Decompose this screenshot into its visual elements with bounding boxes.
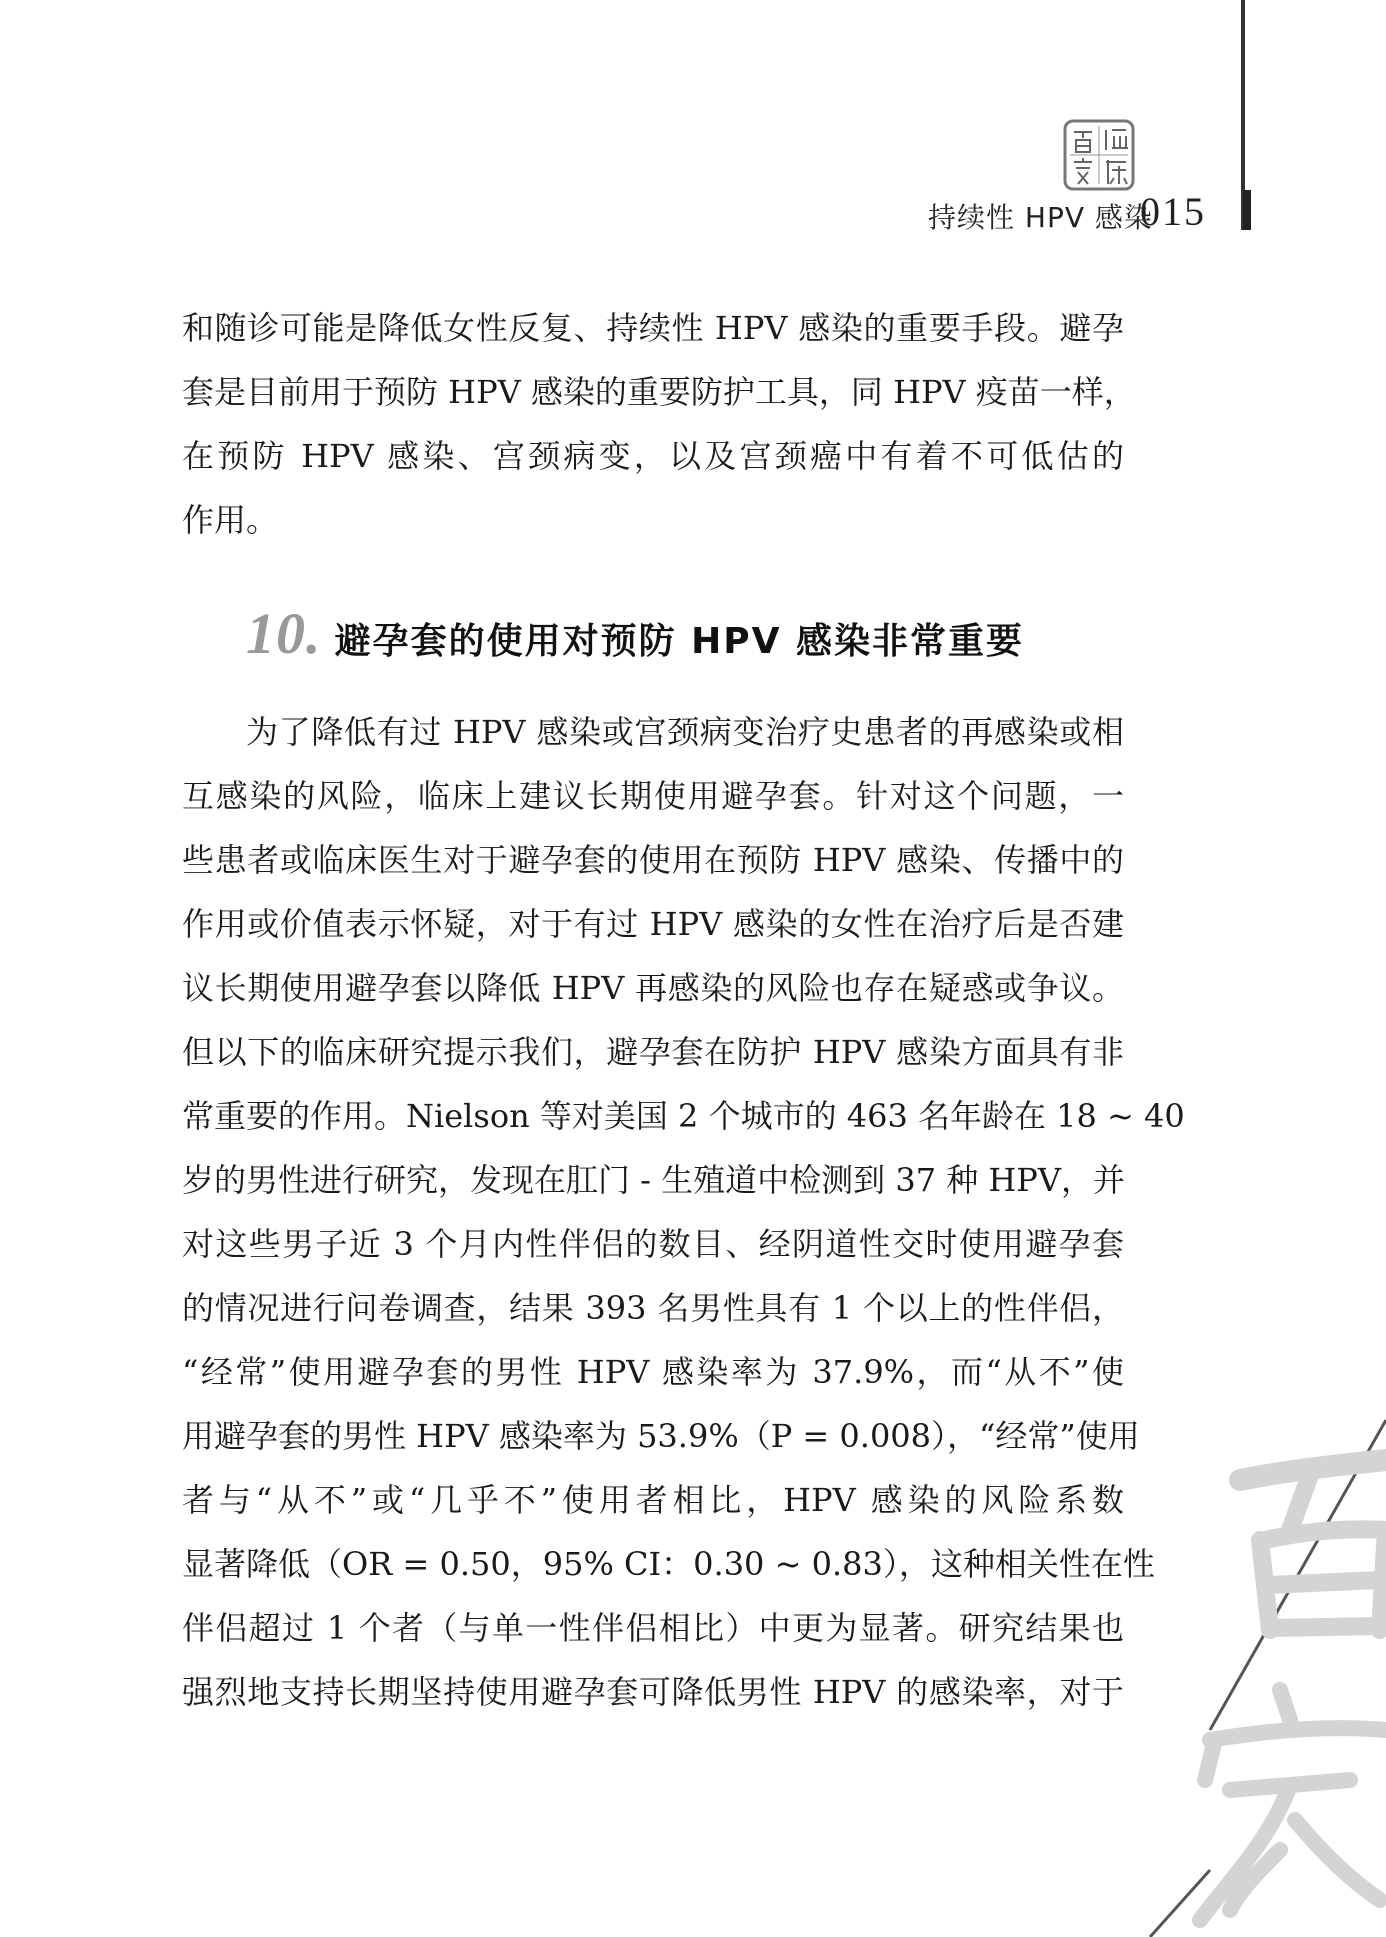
text-line: 作用或价值表示怀疑，对于有过 HPV 感染的女性在治疗后是否建 — [182, 905, 1124, 943]
text-line: 伴侣超过 1 个者（与单一性伴侣相比）中更为显著。研究结果也 — [182, 1609, 1124, 1647]
text-line: 议长期使用避孕套以降低 HPV 再感染的风险也存在疑惑或争议。 — [182, 969, 1124, 1007]
margin-rule-tick — [1243, 190, 1251, 230]
paragraph-continued — [182, 296, 1136, 552]
text-line: 套是目前用于预防 HPV 感染的重要防护工具，同 HPV 疫苗一样， — [182, 373, 1136, 411]
section-number: 10. — [246, 601, 322, 666]
text-line: 者与“从不”或“几乎不”使用者相比，HPV 感染的风险系数 — [182, 1481, 1124, 1519]
section-title: 避孕套的使用对预防 HPV 感染非常重要 — [334, 621, 1025, 662]
text-line: 显著降低（OR = 0.50，95% CI：0.30 ~ 0.83），这种相关性在性 — [182, 1545, 1155, 1583]
text-line: 但以下的临床研究提示我们，避孕套在防护 HPV 感染方面具有非 — [182, 1033, 1124, 1071]
watermark-decoration-icon — [1090, 1400, 1386, 1937]
text-line: 用避孕套的男性 HPV 感染率为 53.9%（P = 0.008），“经常”使用 — [182, 1417, 1140, 1455]
text-line: 的情况进行问卷调查，结果 393 名男性具有 1 个以上的性伴侣， — [182, 1289, 1124, 1327]
section-heading — [246, 600, 1024, 680]
text-line: “经常”使用避孕套的男性 HPV 感染率为 37.9%，而“从不”使 — [182, 1353, 1124, 1391]
text-line: 些患者或临床医生对于避孕套的使用在预防 HPV 感染、传播中的 — [182, 841, 1124, 879]
text-line: 强烈地支持长期坚持使用避孕套可降低男性 HPV 的感染率，对于 — [182, 1673, 1124, 1711]
seal-logo-icon — [1062, 118, 1136, 192]
running-header-title: 持续性 HPV 感染 — [928, 201, 1153, 234]
paragraph-body — [182, 700, 1185, 1724]
page-number: 015 — [1140, 189, 1206, 234]
text-line: 常重要的作用。Nielson 等对美国 2 个城市的 463 名年龄在 18 ~ 40 — [182, 1097, 1185, 1135]
text-line: 对这些男子近 3 个月内性伴侣的数目、经阴道性交时使用避孕套 — [182, 1225, 1124, 1263]
text-line: 和随诊可能是降低女性反复、持续性 HPV 感染的重要手段。避孕 — [182, 309, 1124, 347]
text-line: 为了降低有过 HPV 感染或宫颈病变治疗史患者的再感染或相 — [246, 713, 1124, 751]
text-line: 互感染的风险，临床上建议长期使用避孕套。针对这个问题，一 — [182, 777, 1124, 815]
text-line: 岁的男性进行研究，发现在肛门 - 生殖道中检测到 37 种 HPV，并 — [182, 1161, 1125, 1199]
text-line: 作用。 — [182, 501, 279, 539]
text-line: 在预防 HPV 感染、宫颈病变，以及宫颈癌中有着不可低估的 — [182, 437, 1124, 475]
